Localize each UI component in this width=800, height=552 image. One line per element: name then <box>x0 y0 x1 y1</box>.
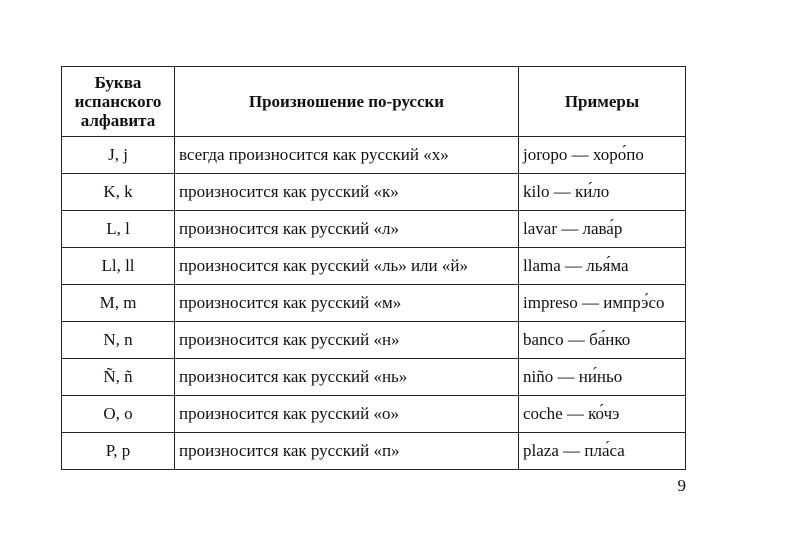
table-row <box>62 359 686 396</box>
pronunciation-cell: произносится как русский «н» <box>175 322 519 359</box>
pronunciation-cell: произносится как русский «ль» или «й» <box>175 248 519 285</box>
letter-cell: K, k <box>62 174 175 211</box>
pronunciation-cell: произносится как русский «к» <box>175 174 519 211</box>
pronunciation-cell: произносится как русский «о» <box>175 396 519 433</box>
letter-cell: J, j <box>62 137 175 174</box>
letter-cell: N, n <box>62 322 175 359</box>
table-header <box>62 67 686 137</box>
example-cell: impreso — импрэ́со <box>519 285 686 322</box>
letter-cell: M, m <box>62 285 175 322</box>
example-cell: plaza — пла́са <box>519 433 686 470</box>
table-row <box>62 211 686 248</box>
letter-cell: O, o <box>62 396 175 433</box>
letter-cell: Ñ, ñ <box>62 359 175 396</box>
letter-cell: Ll, ll <box>62 248 175 285</box>
table-row <box>62 248 686 285</box>
example-cell: banco — ба́нко <box>519 322 686 359</box>
example-cell: niño — ни́ньо <box>519 359 686 396</box>
table-row <box>62 322 686 359</box>
header-row <box>62 67 686 137</box>
pronunciation-cell: произносится как русский «м» <box>175 285 519 322</box>
pronunciation-cell: произносится как русский «нь» <box>175 359 519 396</box>
letter-cell: L, l <box>62 211 175 248</box>
pronunciation-cell: произносится как русский «п» <box>175 433 519 470</box>
example-cell: coche — ко́чэ <box>519 396 686 433</box>
table-row <box>62 285 686 322</box>
table-row <box>62 174 686 211</box>
example-cell: kilo — ки́ло <box>519 174 686 211</box>
table-row <box>62 396 686 433</box>
pronunciation-cell: всегда произносится как русский «х» <box>175 137 519 174</box>
example-cell: joropo — хоро́по <box>519 137 686 174</box>
table-body <box>62 137 686 470</box>
pronunciation-cell: произносится как русский «л» <box>175 211 519 248</box>
header-examples: Примеры <box>519 67 686 137</box>
header-letter: Буква испанского алфавита <box>62 67 175 137</box>
example-cell: lavar — лава́р <box>519 211 686 248</box>
alphabet-table <box>61 66 686 470</box>
table-row <box>62 137 686 174</box>
table-row <box>62 433 686 470</box>
page-number: 9 <box>677 476 686 495</box>
letter-cell: P, p <box>62 433 175 470</box>
example-cell: llama — лья́ма <box>519 248 686 285</box>
header-pronunciation: Произношение по-русски <box>175 67 519 137</box>
